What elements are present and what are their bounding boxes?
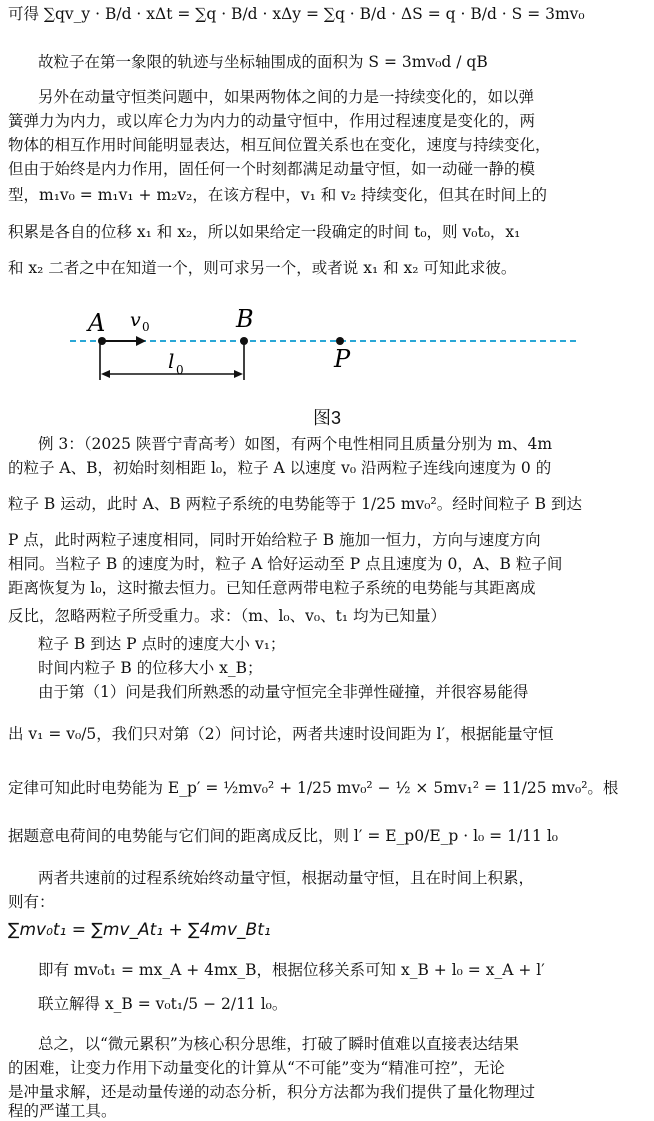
text-line-8: 积累是各自的位移 x₁ 和 x₂，所以如果给定一段确定的时间 t₀，则 v₀t₀，x₁ <box>8 223 521 241</box>
text-line-1: 可得 ∑qv_y · B/d · xΔt = ∑q · B/d · xΔy = ∑q · B/d · ΔS = q · B/d · S = 3mv₀ <box>8 5 585 23</box>
text-line-5: 物体的相互作用时间能明显表达，相互间位置关系也在变化，速度与持续变化， <box>8 136 551 154</box>
text-line-15: 距离恢复为 l₀，这时撤去恒力。已知任意两带电粒子系统的电势能与其距离成 <box>8 579 536 597</box>
text-line-6: 但由于始终是内力作用，固任何一个时刻都满足动量守恒，如一动碰一静的模 <box>8 160 536 178</box>
label-p: P <box>334 345 351 373</box>
label-l0: l <box>168 349 175 373</box>
text-line-18: 时间内粒子 B 的位移大小 x_B； <box>38 659 263 677</box>
figure-svg <box>0 300 654 400</box>
dim-arrow-right <box>234 370 243 378</box>
text-line-16: 反比，忽略两粒子所受重力。求：（m、l₀、v₀、t₁ 均为已知量） <box>8 607 446 625</box>
particle-a-dot <box>98 337 106 345</box>
figure-caption: 图3 <box>312 408 341 428</box>
text-line-17: 粒子 B 到达 P 点时的速度大小 v₁； <box>38 635 286 653</box>
dim-arrow-left <box>101 370 110 378</box>
label-b: B <box>236 305 254 333</box>
text-line-26: 即有 mv₀t₁ = mx_A + 4mx_B，根据位移关系可知 x_B + l₀ = x_A + l′ <box>38 961 545 979</box>
text-line-20: 出 v₁ = v₀/5，我们只对第（2）问讨论，两者共速时设间距为 l′，根据能量守恒 <box>8 725 554 743</box>
text-line-3: 另外在动量守恒类问题中，如果两物体之间的力是一持续变化的，如以弹 <box>38 88 535 106</box>
point-p-dot <box>336 337 344 345</box>
text-line-27: 联立解得 x_B = v₀t₁/5 − 2/11 l₀。 <box>38 995 288 1013</box>
text-line-12: 粒子 B 运动，此时 A、B 两粒子系统的电势能等于 1/25 mv₀²。经时间粒子 B 到达 <box>8 495 582 513</box>
text-line-14: 相同。当粒子 B 的速度为时，粒子 A 恰好运动至 P 点且速度为 0，A、B 粒子间 <box>8 555 563 573</box>
text-line-9: 和 x₂ 二者之中在知道一个，则可求另一个，或者说 x₁ 和 x₂ 可知此求彼。 <box>8 259 517 277</box>
label-v0-sub: 0 <box>142 320 150 334</box>
velocity-arrow-head <box>136 336 146 346</box>
text-line-19: 由于第（1）问是我们所熟悉的动量守恒完全非弹性碰撞，并很容易能得 <box>38 683 529 701</box>
text-line-2: 故粒子在第一象限的轨迹与坐标轴围成的面积为 S = 3mv₀d / qB <box>38 53 488 71</box>
text-line-7: 型，m₁v₀ = m₁v₁ + m₂v₂，在该方程中，v₁ 和 v₂ 持续变化，但其在时间上的 <box>8 186 548 204</box>
text-line-31: 程的严谨工具。 <box>8 1102 117 1120</box>
text-line-11: 的粒子 A、B，初始时刻相距 l₀，粒子 A 以速度 v₀ 沿两粒子连线向速度为 0 的 <box>8 459 552 477</box>
text-line-13: P 点，此时两粒子速度相同，同时开始给粒子 B 施加一恒力，方向与速度方向 <box>8 531 541 549</box>
text-line-30: 是冲量求解，还是动量传递的动态分析，积分方法都为我们提供了量化物理过 <box>8 1083 536 1101</box>
text-line-28: 总之，以“微元累积”为核心积分思维，打破了瞬时值难以直接表达结果 <box>38 1035 519 1053</box>
text-line-4: 簧弹力为内力，或以库仑力为内力的动量守恒中，作用过程速度是变化的，两 <box>8 112 536 130</box>
label-l0-sub: 0 <box>176 363 184 377</box>
label-a: A <box>88 309 106 337</box>
label-v0: v <box>130 309 141 331</box>
text-line-23: 两者共速前的过程系统始终动量守恒，根据动量守恒，且在时间上积累， <box>38 869 535 887</box>
text-line-29: 的困难，让变力作用下动量变化的计算从“不可能”变为“精准可控”，无论 <box>8 1059 505 1077</box>
text-line-22: 据题意电荷间的电势能与它们间的距离成反比，则 l′ = E_p0/E_p · l₀ = 1/11 l₀ <box>8 827 559 845</box>
text-line-21: 定律可知此时电势能为 E_p′ = ½mv₀² + 1/25 mv₀² − ½ × 5mv₁² = 11/25 mv₀²。根 <box>8 779 619 797</box>
equation-line-25: ∑mv₀t₁ = ∑mv_At₁ + ∑4mv_Bt₁ <box>8 920 271 940</box>
text-line-24: 则有： <box>8 893 55 911</box>
particle-b-dot <box>240 337 248 345</box>
text-line-10: 例 3：（2025 陕晋宁青高考）如图，有两个电性相同且质量分别为 m、4m <box>38 435 553 453</box>
